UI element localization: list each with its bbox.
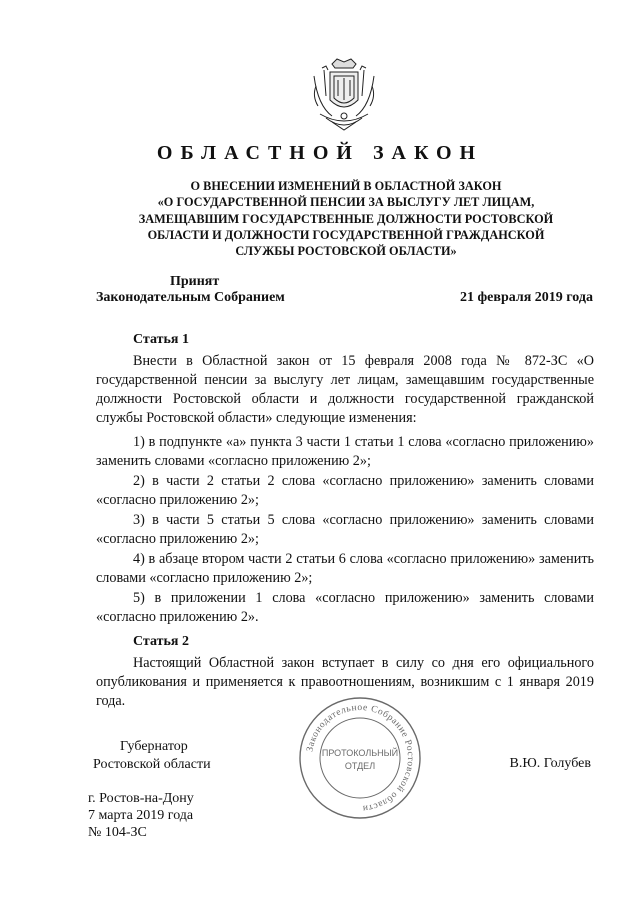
signatory-position <box>93 738 211 774</box>
adopted-by: Законодательным Собранием <box>96 290 285 305</box>
signatory-name: В.Ю. Голубев <box>509 756 591 771</box>
stamp-outer-text: Законодательное Собрание Ростовской области <box>305 702 416 814</box>
adoption-date: 21 февраля 2019 года <box>460 290 593 305</box>
official-stamp <box>296 694 424 822</box>
document-title: ОБЛАСТНОЙ ЗАКОН <box>156 142 484 164</box>
signatory-region: Ростовской области <box>93 757 211 772</box>
article-1-heading: Статья 1 <box>133 332 189 347</box>
subtitle-line: СЛУЖБЫ РОСТОВСКОЙ ОБЛАСТИ» <box>235 244 457 259</box>
article-1-item-1: 1) в подпункте «а» пункта 3 части 1 статьи 1 слова «согласно приложению» заменить словами «согласно приложению 2»; <box>96 434 594 469</box>
stamp-inner-line-2: ОТДЕЛ <box>344 761 376 771</box>
article-1-intro: Внести в Областной закон от 15 февраля 2008 года № 872-ЗС «О государственной пенсии за выслугу лет лицам, замещавшим государственные должности Ростовской области и должности государственной гражданской службы Ростовской области» следующие изменения: <box>96 353 594 426</box>
article-1-item-2: 2) в части 2 статьи 2 слова «согласно приложению» заменить словами «согласно приложению 2»; <box>96 473 594 508</box>
issue-city: г. Ростов-на-Дону <box>88 791 194 806</box>
stamp-inner-line-1: ПРОТОКОЛЬНЫЙ <box>321 748 399 758</box>
article-1-item-5: 5) в приложении 1 слова «согласно приложению» заменить словами «согласно приложению 2». <box>96 590 594 625</box>
subtitle-line: О ВНЕСЕНИИ ИЗМЕНЕНИЙ В ОБЛАСТНОЙ ЗАКОН <box>190 179 502 193</box>
issue-date: 7 марта 2019 года <box>88 808 194 823</box>
article-2-text: Настоящий Областной закон вступает в силу со дня его официального опубликования и применяется к правоотношениям, возникшим с 1 января 2019 года. <box>96 655 594 709</box>
subtitle-line: «О ГОСУДАРСТВЕННОЙ ПЕНСИИ ЗА ВЫСЛУГУ ЛЕТ ЛИЦАМ, <box>157 195 535 210</box>
adopted-label: Принят <box>170 274 220 289</box>
law-subtitle <box>96 178 596 259</box>
subtitle-line: ЗАМЕЩАВШИМ ГОСУДАРСТВЕННЫЕ ДОЛЖНОСТИ РОСТОВСКОЙ <box>138 211 554 226</box>
article-1-item-4: 4) в абзаце втором части 2 статьи 6 слова «согласно приложению» заменить словами «согласно приложению 2»; <box>96 551 594 586</box>
signatory-title: Губернатор <box>120 739 188 754</box>
article-1-item-3: 3) в части 5 статьи 5 слова «согласно приложению» заменить словами «согласно приложению 2»; <box>96 512 594 547</box>
law-number: № 104-ЗС <box>88 825 147 840</box>
article-2-heading: Статья 2 <box>133 634 189 649</box>
coat-of-arms-icon <box>304 56 384 136</box>
subtitle-line: ОБЛАСТИ И ДОЛЖНОСТИ ГОСУДАРСТВЕННОЙ ГРАЖДАНСКОЙ <box>147 227 545 242</box>
issue-details <box>88 790 194 841</box>
